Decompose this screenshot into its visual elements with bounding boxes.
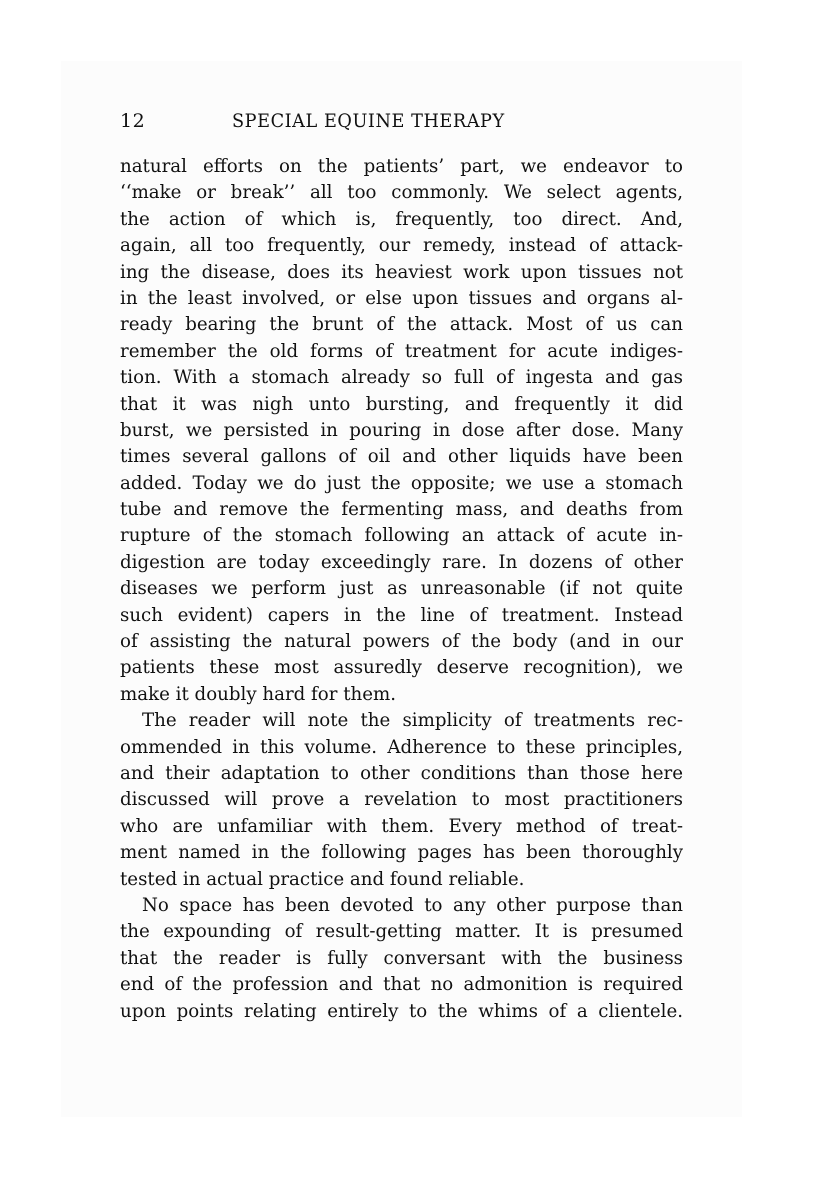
text-line: ready bearing the brunt of the attack. Most of us can <box>120 314 683 336</box>
text-line: upon points relating entirely to the whims of a clientele. <box>120 1000 683 1022</box>
paragraph-3 <box>120 893 683 1025</box>
text-line: again, all too frequently, our remedy, instead of attack- <box>120 235 683 257</box>
text-line: No space has been devoted to any other purpose than <box>142 894 683 916</box>
text-line: rupture of the stomach following an attack of acute in- <box>120 525 683 547</box>
text-line: The reader will note the simplicity of treatments rec- <box>142 710 683 732</box>
text-line: who are unfamiliar with them. Every method of treat- <box>120 815 683 837</box>
text-line: of assisting the natural powers of the body (and in our <box>120 631 683 653</box>
paragraph-1 <box>120 154 683 708</box>
text-line: ‘‘make or break’’ all too commonly. We select agents, <box>120 182 683 204</box>
text-line: diseases we perform just as unreasonable (if not quite <box>120 578 683 600</box>
page-number: 12 <box>120 110 146 132</box>
text-line: remember the old forms of treatment for acute indiges- <box>120 340 683 362</box>
text-line: added. Today we do just the opposite; we use a stomach <box>120 472 683 494</box>
text-line: in the least involved, or else upon tissues and organs al- <box>120 287 683 309</box>
text-line: end of the profession and that no admonition is required <box>120 974 683 996</box>
text-line: burst, we persisted in pouring in dose after dose. Many <box>120 419 683 441</box>
text-line: that the reader is fully conversant with the business <box>120 947 683 969</box>
text-line: ment named in the following pages has been thoroughly <box>120 842 683 864</box>
text-line: the expounding of result-getting matter. It is presumed <box>120 921 683 943</box>
body-text <box>120 154 683 1025</box>
text-line: patients these most assuredly deserve recognition), we <box>120 657 683 679</box>
running-title: SPECIAL EQUINE THERAPY <box>232 110 505 132</box>
text-line: make it doubly hard for them. <box>120 683 397 705</box>
text-line: ing the disease, does its heaviest work upon tissues not <box>120 261 683 283</box>
paragraph-2 <box>120 708 683 893</box>
text-line: discussed will prove a revelation to most practitioners <box>120 789 683 811</box>
text-line: such evident) capers in the line of treatment. Instead <box>120 604 683 626</box>
text-line: the action of which is, frequently, too direct. And, <box>120 208 683 230</box>
text-line: times several gallons of oil and other liquids have been <box>120 446 683 468</box>
text-line: tion. With a stomach already so full of ingesta and gas <box>120 367 683 389</box>
running-head <box>120 108 683 134</box>
text-line: and their adaptation to other conditions than those here <box>120 762 683 784</box>
text-line: ommended in this volume. Adherence to these principles, <box>120 736 683 758</box>
text-line: tube and remove the fermenting mass, and deaths from <box>120 499 683 521</box>
text-line: tested in actual practice and found reliable. <box>120 868 525 890</box>
text-line: natural efforts on the patients’ part, we endeavor to <box>120 156 683 177</box>
text-line: that it was nigh unto bursting, and frequently it did <box>120 393 683 415</box>
text-line: digestion are today exceedingly rare. In dozens of other <box>120 551 683 573</box>
